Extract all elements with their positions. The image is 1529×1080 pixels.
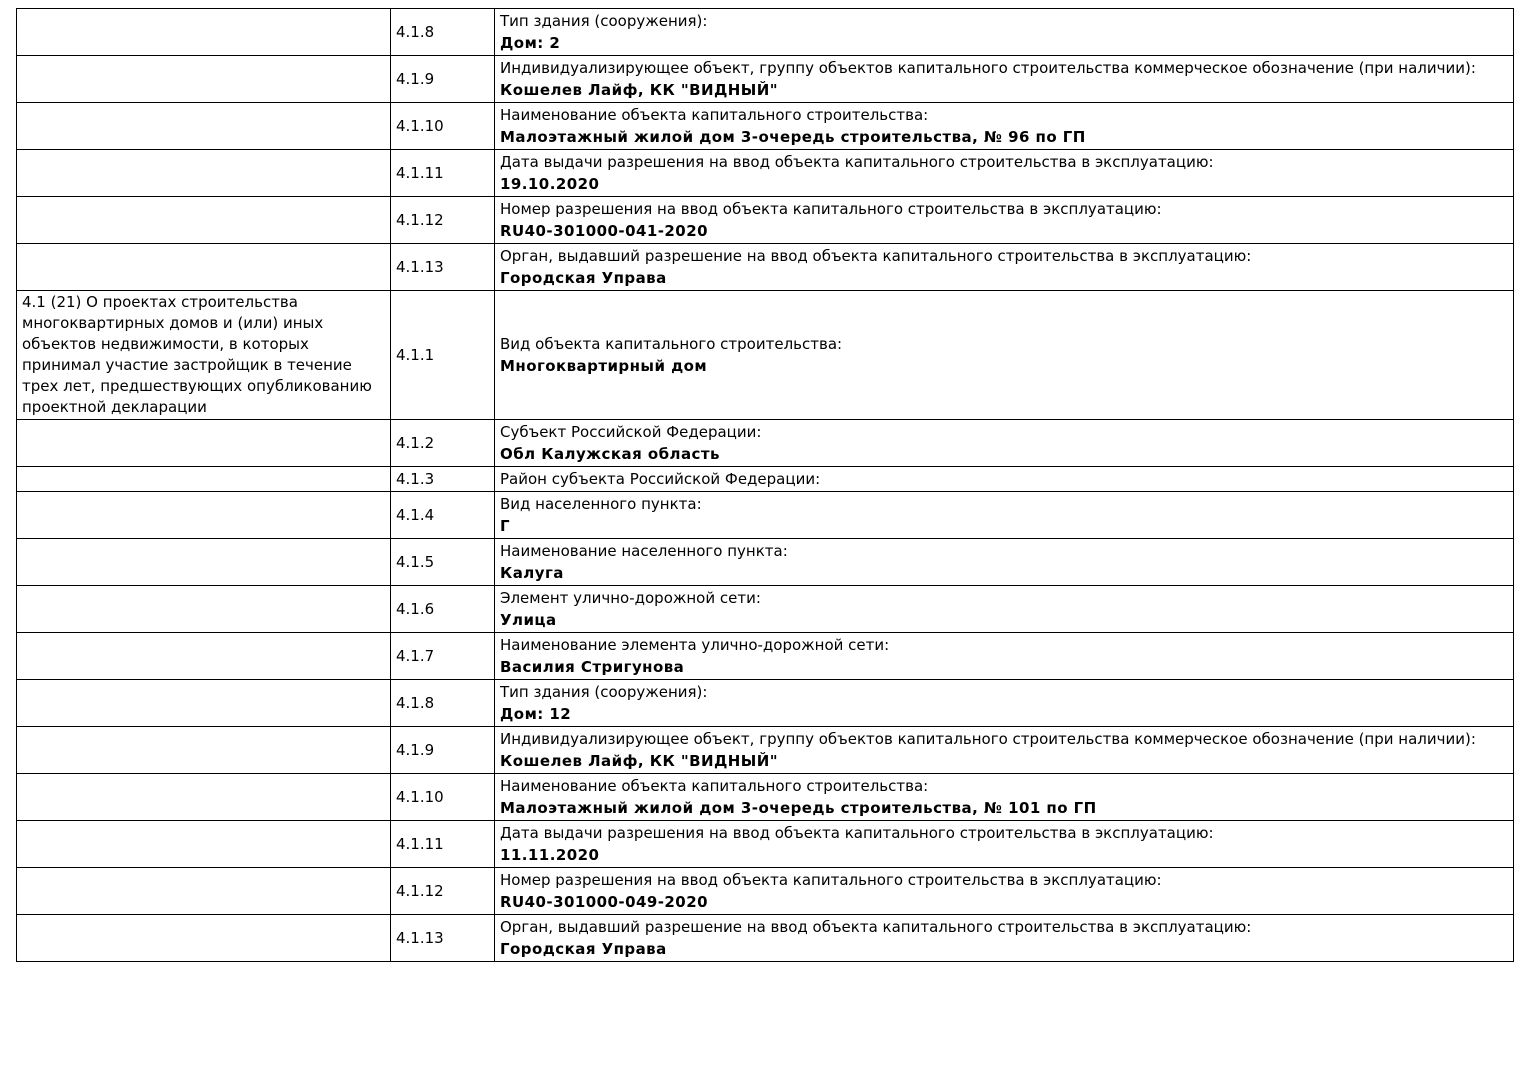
section-cell [17,586,391,633]
section-cell [17,9,391,56]
table-row [17,420,1514,467]
field-label: Наименование населенного пункта: [500,542,788,560]
field-label: Дата выдачи разрешения на ввод объекта капитального строительства в эксплуатацию: [500,824,1214,842]
row-number-cell: 4.1.9 [391,56,495,103]
field-label: Наименование элемента улично-дорожной сети: [500,636,890,654]
row-number-cell: 4.1.13 [391,915,495,962]
row-number-cell: 4.1.3 [391,467,495,492]
section-cell [17,539,391,586]
field-value: Кошелев Лайф, КК "ВИДНЫЙ" [500,752,779,770]
field-value: Г [500,517,511,535]
row-number-cell: 4.1.2 [391,420,495,467]
table-row [17,197,1514,244]
field-value: Многоквартирный дом [500,357,708,375]
field-value: RU40-301000-041-2020 [500,222,708,240]
table-row [17,727,1514,774]
field-value: Городская Управа [500,940,667,958]
field-label: Наименование объекта капитального строительства: [500,777,929,795]
row-number-cell: 4.1.6 [391,586,495,633]
table-row [17,103,1514,150]
table-body [17,9,1514,962]
field-label: Номер разрешения на ввод объекта капитального строительства в эксплуатацию: [500,200,1162,218]
section-cell [17,197,391,244]
table-row [17,821,1514,868]
table-row [17,244,1514,291]
field-cell [495,821,1514,868]
field-label: Субъект Российской Федерации: [500,423,762,441]
row-number-cell: 4.1.1 [391,291,495,420]
field-cell [495,291,1514,420]
section-cell [17,633,391,680]
section-cell [17,774,391,821]
field-label: Орган, выдавший разрешение на ввод объекта капитального строительства в эксплуатацию: [500,918,1252,936]
row-number-cell: 4.1.8 [391,9,495,56]
row-number-cell: 4.1.10 [391,774,495,821]
section-cell [17,56,391,103]
field-value: Василия Стригунова [500,658,685,676]
section-cell [17,150,391,197]
row-number-cell: 4.1.12 [391,868,495,915]
field-value: RU40-301000-049-2020 [500,893,708,911]
section-cell: 4.1 (21) О проектах строительства многоквартирных домов и (или) иных объектов недвижимости, в которых принимал участие застройщик в течение трех лет, предшествующих опубликованию проектной декларации [17,291,391,420]
field-value: Обл Калужская область [500,445,720,463]
section-cell [17,915,391,962]
table-row [17,774,1514,821]
table-row [17,539,1514,586]
section-cell [17,492,391,539]
field-label: Тип здания (сооружения): [500,12,708,30]
table-row [17,150,1514,197]
field-cell [495,680,1514,727]
section-cell [17,821,391,868]
field-value: Калуга [500,564,564,582]
field-value: Дом: 12 [500,705,572,723]
field-label: Район субъекта Российской Федерации: [500,470,821,488]
row-number-cell: 4.1.9 [391,727,495,774]
section-cell [17,467,391,492]
field-cell [495,56,1514,103]
field-value: 11.11.2020 [500,846,600,864]
table-row [17,56,1514,103]
field-cell [495,150,1514,197]
table-row [17,680,1514,727]
section-cell [17,244,391,291]
table-row [17,586,1514,633]
field-label: Наименование объекта капитального строительства: [500,106,929,124]
declaration-table [16,8,1514,962]
table-row [17,291,1514,420]
field-label: Дата выдачи разрешения на ввод объекта капитального строительства в эксплуатацию: [500,153,1214,171]
field-cell [495,774,1514,821]
section-cell [17,868,391,915]
table-row [17,467,1514,492]
field-value: Малоэтажный жилой дом 3-очередь строительства, № 101 по ГП [500,799,1097,817]
field-cell [495,244,1514,291]
table-row [17,492,1514,539]
row-number-cell: 4.1.10 [391,103,495,150]
field-label: Тип здания (сооружения): [500,683,708,701]
section-cell [17,680,391,727]
field-cell [495,915,1514,962]
row-number-cell: 4.1.13 [391,244,495,291]
field-cell [495,420,1514,467]
field-label: Вид населенного пункта: [500,495,702,513]
row-number-cell: 4.1.5 [391,539,495,586]
field-cell [495,467,1514,492]
field-cell [495,9,1514,56]
row-number-cell: 4.1.12 [391,197,495,244]
row-number-cell: 4.1.4 [391,492,495,539]
table-row [17,868,1514,915]
field-cell [495,868,1514,915]
section-cell [17,727,391,774]
row-number-cell: 4.1.11 [391,821,495,868]
table-row [17,633,1514,680]
field-label: Индивидуализирующее объект, группу объектов капитального строительства коммерческое обозначение (при наличии): [500,59,1476,77]
field-label: Элемент улично-дорожной сети: [500,589,761,607]
field-value: Малоэтажный жилой дом 3-очередь строительства, № 96 по ГП [500,128,1086,146]
field-value: Городская Управа [500,269,667,287]
field-value: Улица [500,611,557,629]
field-label: Орган, выдавший разрешение на ввод объекта капитального строительства в эксплуатацию: [500,247,1252,265]
field-value: Дом: 2 [500,34,561,52]
field-cell [495,633,1514,680]
section-cell [17,420,391,467]
field-cell [495,197,1514,244]
field-cell [495,539,1514,586]
table-row [17,9,1514,56]
table-row [17,915,1514,962]
field-label: Индивидуализирующее объект, группу объектов капитального строительства коммерческое обозначение (при наличии): [500,730,1476,748]
section-cell [17,103,391,150]
field-value: 19.10.2020 [500,175,600,193]
row-number-cell: 4.1.11 [391,150,495,197]
field-label: Вид объекта капитального строительства: [500,335,843,353]
field-cell [495,492,1514,539]
field-value: Кошелев Лайф, КК "ВИДНЫЙ" [500,81,779,99]
row-number-cell: 4.1.7 [391,633,495,680]
field-cell [495,727,1514,774]
field-label: Номер разрешения на ввод объекта капитального строительства в эксплуатацию: [500,871,1162,889]
row-number-cell: 4.1.8 [391,680,495,727]
field-cell [495,103,1514,150]
field-cell [495,586,1514,633]
